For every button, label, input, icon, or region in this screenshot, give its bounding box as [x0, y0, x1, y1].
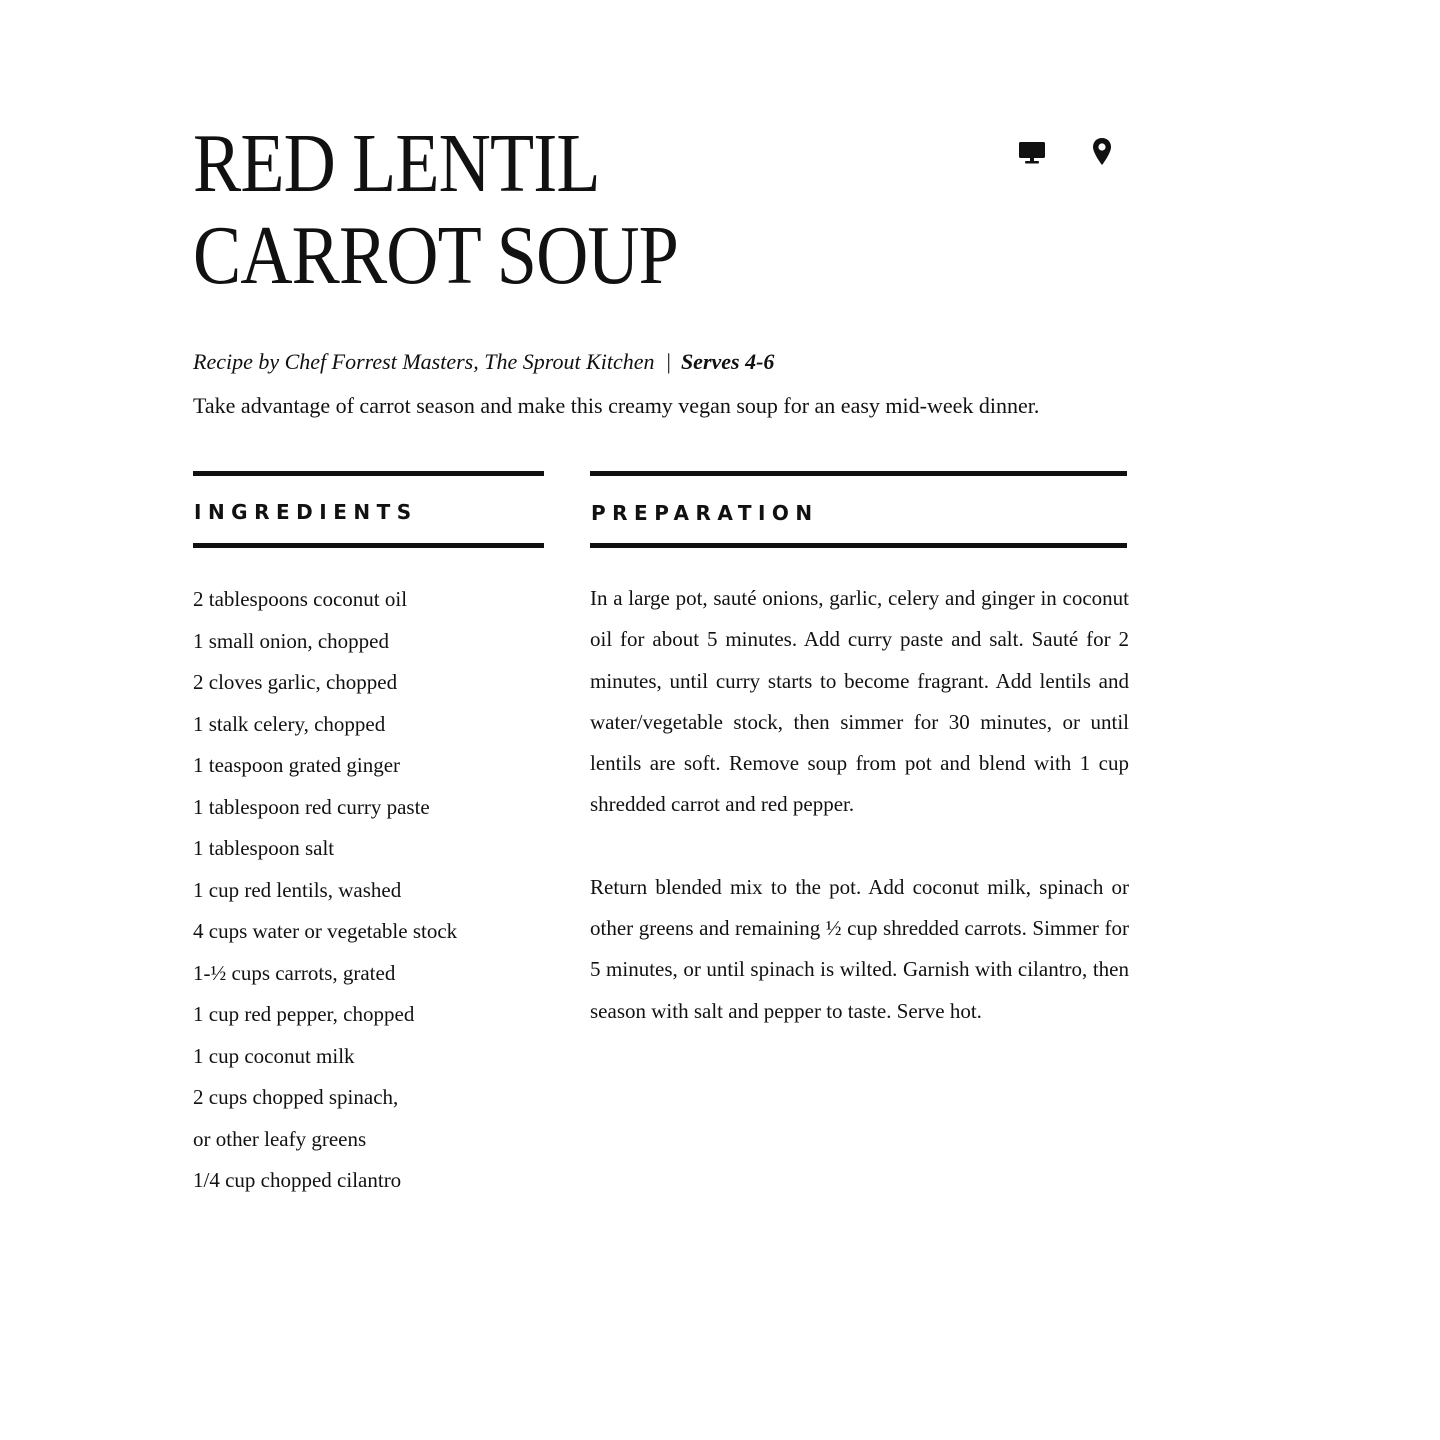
ingredient-item: 4 cups water or vegetable stock: [193, 919, 458, 943]
recipe-description: Take advantage of carrot season and make this creamy vegan soup for an easy mid-week dinner.: [193, 393, 1040, 418]
ingredients-heading: INGREDIENTS: [194, 500, 418, 524]
ingredient-item: 2 cups chopped spinach,: [193, 1085, 399, 1109]
monitor-icon[interactable]: [1018, 141, 1046, 165]
recipe-byline: [193, 346, 774, 378]
preparation-paragraph: Return blended mix to the pot. Add coconut milk, spinach or other greens and remaining ½ cup shredded carrots. Simmer for 5 minutes, or until spinach is wilted. Garnish with cilantro, then season with salt and pepper to taste. Serve hot.: [590, 874, 1129, 1023]
ingredient-item: 2 cloves garlic, chopped: [193, 670, 398, 694]
ingredient-item: 2 tablespoons coconut oil: [193, 587, 408, 611]
preparation-text: [590, 578, 1129, 1073]
ingredient-item: 1 small onion, chopped: [193, 628, 389, 653]
preparation-bottom-rule: [590, 543, 1127, 548]
preparation-paragraph: In a large pot, sauté onions, garlic, celery and ginger in coconut oil for about 5 minutes. Add curry paste and salt. Sauté for 2 minutes, until curry starts to become fragrant. Add lentils and water/vegetable stock, then simmer for 30 minutes, or until lentils are soft. Remove soup from pot and blend with 1 cup shredded carrot and red pepper.: [590, 586, 1129, 817]
recipe-credit: Recipe by Chef Forrest Masters, The Sprout Kitchen: [193, 349, 655, 374]
recipe-title-line-1: RED LENTIL: [193, 117, 600, 210]
ingredient-item: 1 cup red lentils, washed: [193, 877, 402, 902]
ingredient-item: 1 stalk celery, chopped: [193, 711, 386, 736]
ingredient-item: 1 tablespoon salt: [193, 836, 335, 860]
byline-separator: |: [666, 349, 671, 374]
preparation-top-rule: [590, 471, 1127, 476]
ingredient-item: 1/4 cup chopped cilantro: [193, 1168, 402, 1192]
ingredient-item: or other leafy greens: [193, 1126, 367, 1151]
recipe-title-line-2: CARROT SOUP: [193, 209, 679, 302]
recipe-title: [193, 118, 678, 302]
map-pin-icon[interactable]: [1091, 137, 1113, 167]
ingredient-item: 1-½ cups carrots, grated: [193, 960, 396, 985]
recipe-serves: Serves 4-6: [680, 349, 775, 374]
ingredient-item: 1 teaspoon grated ginger: [193, 753, 401, 777]
ingredients-top-rule: [193, 471, 544, 476]
ingredients-bottom-rule: [193, 543, 544, 548]
header-icons: [1016, 137, 1116, 169]
ingredients-list: [193, 579, 457, 1202]
preparation-heading: PREPARATION: [591, 501, 819, 525]
ingredient-item: 1 tablespoon red curry paste: [193, 794, 430, 819]
ingredient-item: 1 cup red pepper, chopped: [193, 1002, 415, 1026]
ingredient-item: 1 cup coconut milk: [193, 1043, 355, 1068]
